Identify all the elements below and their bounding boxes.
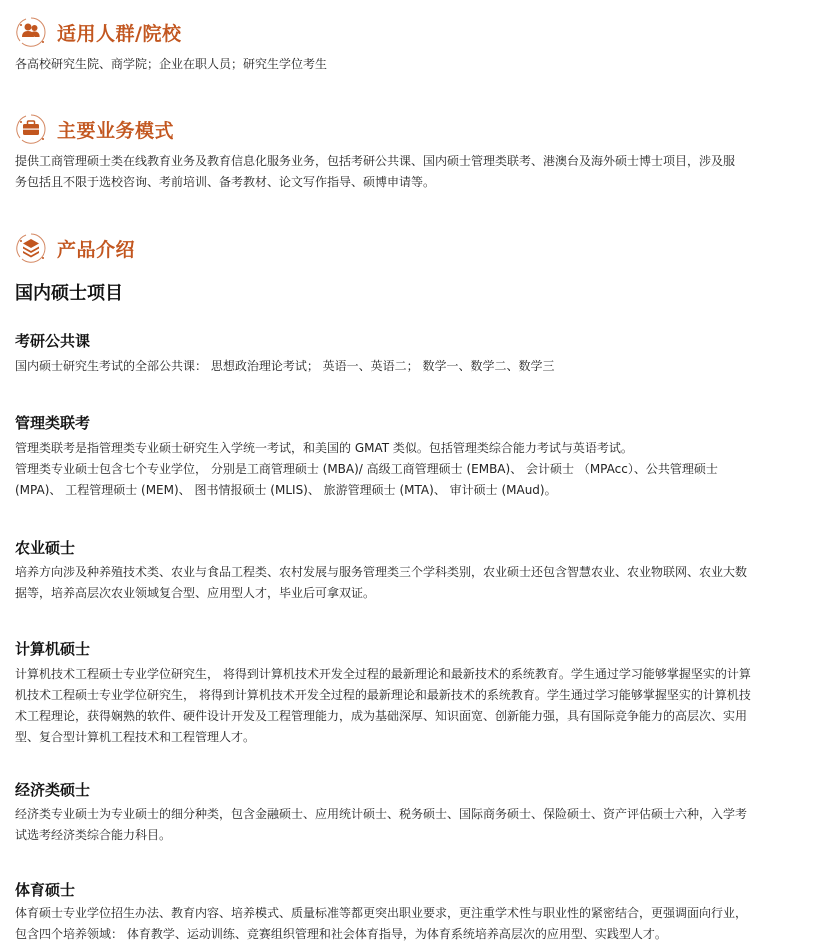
briefcase-icon [14, 112, 48, 146]
product-text-line: 术工程理论，获得娴熟的软件、硬件设计开发及工程管理能力，成为基础深厚、知识面宽、创新能力强，具有国际竞争能力的高层次、实用 [15, 709, 748, 723]
product-text-line: 管理类联考是指管理类专业硕士研究生入学统一考试，和美国的 GMAT 类似。包括管理类综合能力考试与英语考试。 [15, 441, 633, 455]
business-text-line-2: 务包括且不限于选校咨询、考前培训、备考教材、论文写作指导、硕博申请等。 [15, 175, 436, 189]
section-header-business [14, 112, 174, 146]
product-text-line: 包含四个培养领域： 体育教学、运动训练、竞赛组织管理和社会体育指导，为体育系统培养高层次的应用型、实践型人才。 [15, 927, 667, 941]
domestic-master-heading: 国内硕士项目 [15, 283, 123, 304]
product-text-line: 据等，培养高层次农业领域复合型、应用型人才，毕业后可拿双证。 [15, 586, 376, 600]
business-text-line-1: 提供工商管理硕士类在线教育业务及教育信息化服务业务，包括考研公共课、国内硕士管理类联考、港澳台及海外硕士博士项目，涉及服 [15, 154, 736, 168]
product-title-sports: 体育硕士 [15, 881, 76, 899]
product-title-computer: 计算机硕士 [15, 640, 91, 658]
product-title-management-exam: 管理类联考 [15, 414, 91, 432]
product-text-line: 经济类专业硕士为专业硕士的细分种类，包含金融硕士、应用统计硕士、税务硕士、国际商务硕士、保险硕士、资产评估硕士六种，入学考 [15, 807, 748, 821]
section-title-business: 主要业务模式 [57, 119, 175, 142]
product-text-line: 培养方向涉及种养殖技术类、农业与食品工程类、农村发展与服务管理类三个学科类别，农业硕士还包含智慧农业、农业物联网、农业大数 [15, 565, 748, 579]
layers-icon [14, 231, 48, 265]
users-icon [14, 15, 48, 49]
product-text-line: 计算机技术工程硕士专业学位研究生， 将得到计算机技术开发全过程的最新理论和最新技术的系统教育。学生通过学习能够掌握坚实的计算 [15, 667, 751, 681]
product-text-line: 试选考经济类综合能力科目。 [15, 828, 172, 842]
product-text-line: 管理类专业硕士包含七个专业学位， 分别是工商管理硕士 (MBA)/ 高级工商管理硕士 (EMBA)、 会计硕士 （MPAcc）、公共管理硕士 [15, 462, 718, 476]
product-text-line: 机技术工程硕士专业学位研究生， 将得到计算机技术开发全过程的最新理论和最新技术的系统教育。学生通过学习能够掌握坚实的计算机技 [15, 688, 751, 702]
product-text-line: (MPA)、 工程管理硕士 (MEM)、 图书情报硕士 (MLIS)、 旅游管理硕士 (MTA)、 审计硕士 (MAud)。 [15, 483, 557, 497]
product-text-line: 型、复合型计算机工程技术和工程管理人才。 [15, 730, 256, 744]
product-title-economics: 经济类硕士 [15, 781, 91, 799]
product-text-line: 国内硕士研究生考试的全部公共课： 思想政治理论考试； 英语一、英语二； 数学一、数学二、数学三 [15, 359, 555, 373]
product-text-line: 体育硕士专业学位招生办法、教育内容、培养模式、质量标准等都更突出职业要求，更注重学术性与职业性的紧密结合，更强调面向行业， [15, 906, 748, 920]
audience-text: 各高校研究生院、商学院；企业在职人员；研究生学位考生 [15, 57, 328, 71]
section-title-products: 产品介绍 [57, 238, 136, 261]
section-header-products [14, 231, 135, 265]
product-title-agriculture: 农业硕士 [15, 539, 76, 557]
product-title-public-courses: 考研公共课 [15, 332, 91, 350]
section-header-audience [14, 15, 181, 49]
section-title-audience: 适用人群/院校 [57, 22, 182, 45]
